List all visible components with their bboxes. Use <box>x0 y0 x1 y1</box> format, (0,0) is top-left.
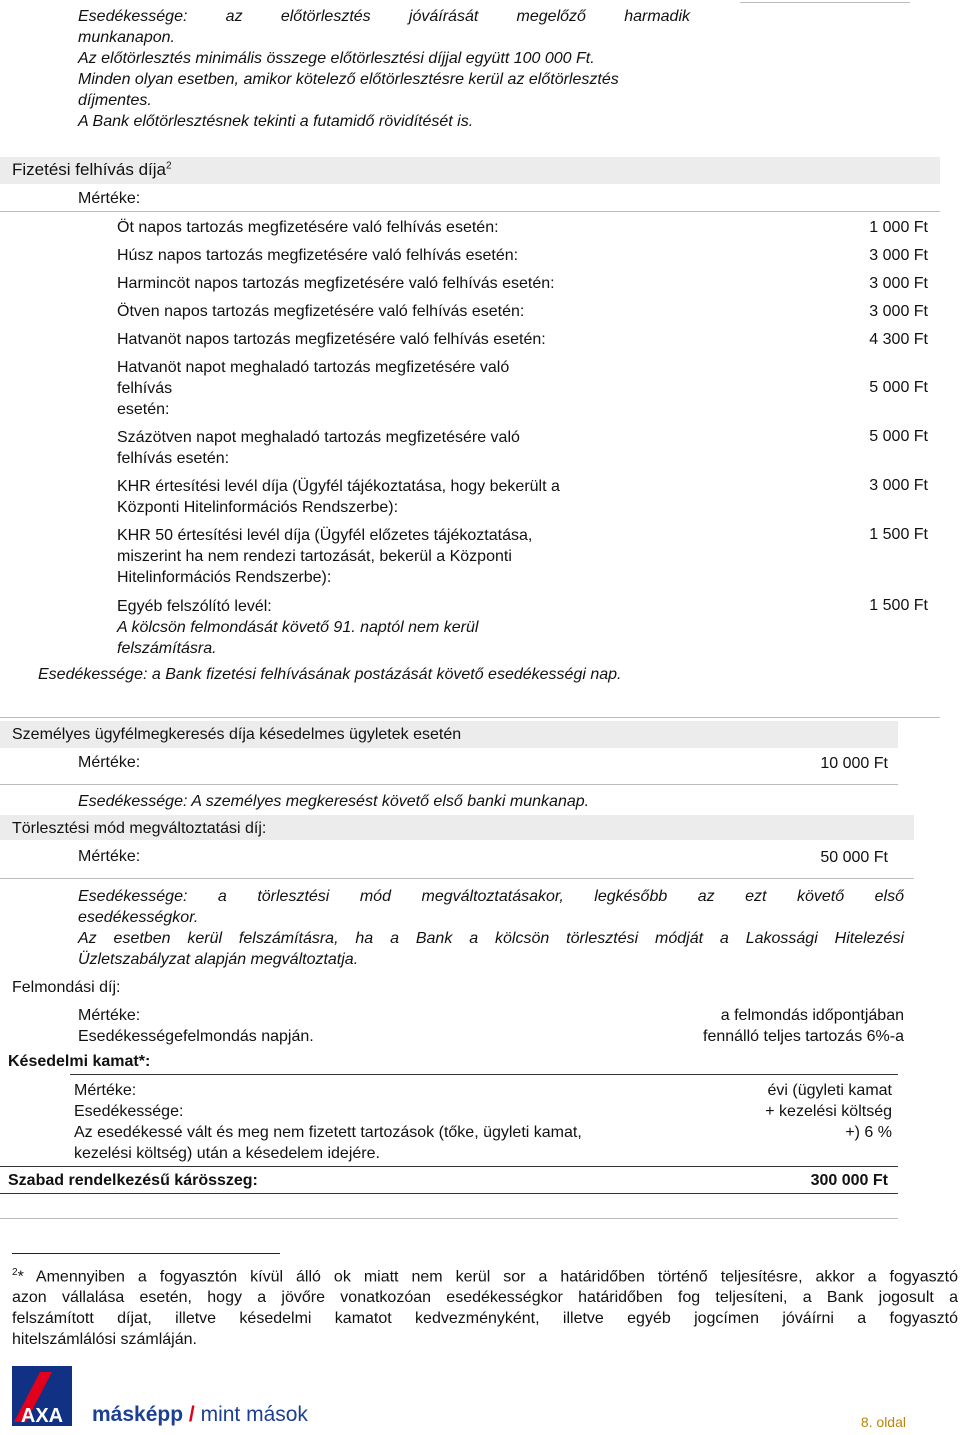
payment-notice-due: Esedékessége: a Bank fizetési felhívásának postázását követő esedékességi nap. <box>38 666 622 683</box>
axa-logo-text: AXA <box>20 1405 64 1426</box>
late-interest-amount <box>765 1080 892 1143</box>
termination-amount <box>703 1005 904 1047</box>
termination-merteke: Mértéke: <box>78 1007 141 1024</box>
free-damage-top-rule <box>0 1166 898 1167</box>
notice-row-8-label <box>117 476 560 518</box>
payment-notice-title-sup: 2 <box>166 160 172 172</box>
repayment-change-merteke: Mértéke: <box>78 848 141 865</box>
termination-due: Esedékességefelmondás napján. <box>78 1028 314 1045</box>
notice-row-1-amount: 1 000 Ft <box>869 219 928 236</box>
footnote-sup: 2 <box>12 1267 18 1278</box>
payment-notice-merteke: Mértéke: <box>78 190 141 207</box>
repayment-change-rule <box>0 878 914 879</box>
footnote <box>12 1262 958 1350</box>
repayment-change-note-line-1: Az esetben kerül felszámításra, ha a Bank a kölcsön törlesztési módját a Lakossági Hitelezési <box>78 930 904 947</box>
notice-row-1-label: Öt napos tartozás megfizetésére való felhívás esetén: <box>117 219 499 236</box>
payment-notice-rule <box>0 211 940 212</box>
termination-labels <box>78 1005 314 1047</box>
prepayment-due-part1: Esedékessége: az előtörlesztés jóváírását megelőző harmadik <box>78 8 690 25</box>
footnote-line-2: azon vállalása esetén, hogy a jövőre vonatkozóan esedékességkor határidőben fog teljesíteni, a Bank jogosult a <box>12 1289 958 1307</box>
late-interest-amount-line-1: évi (ügyleti kamat <box>767 1082 892 1099</box>
notice-row-5-label: Hatvanöt napos tartozás megfizetésére való felhívás esetén: <box>117 331 546 348</box>
late-interest-amount-line-3: +) 6 % <box>845 1124 892 1141</box>
prepayment-due-line <box>78 6 690 48</box>
notice-row-6-label <box>117 357 509 420</box>
notice-row-3-label: Harmincöt napos tartozás megfizetésére való felhívás esetén: <box>117 275 555 292</box>
footnote-line-1-text: Amennyiben a fogyasztón kívül álló ok miatt nem kerül sor a határidőben történő teljesítésre, akkor a fogyasztó <box>35 1268 959 1286</box>
notice-row-6-line-3: esetén: <box>117 401 170 418</box>
repayment-change-due <box>78 886 904 970</box>
top-rule <box>740 2 910 3</box>
termination-amount-line-2: fennálló teljes tartozás 6%-a <box>703 1028 904 1045</box>
notice-row-4-label: Ötven napos tartozás megfizetésére való felhívás esetén: <box>117 303 525 320</box>
prepayment-mandatory-free <box>78 69 638 111</box>
notice-row-10-line-1: Egyéb felszólító levél: <box>117 598 272 615</box>
footnote-separator <box>12 1253 280 1254</box>
notice-row-10-amount: 1 500 Ft <box>869 597 928 614</box>
payment-notice-title-text: Fizetési felhívás díja <box>12 160 167 179</box>
footnote-line-3: felszámított díjat, illetve késedelmi kamatot kedvezményként, illetve egyéb jogcímen jóváírni a fogyasztó <box>12 1310 958 1328</box>
notice-row-8-line-1: KHR értesítési levél díja (Ügyfél tájékoztatása, hogy bekerült a <box>117 478 560 495</box>
notice-row-9-line-1: KHR 50 értesítési levél díja (Ügyfél előzetes tájékoztatása, <box>117 527 533 544</box>
slogan-bold: másképp <box>92 1403 184 1426</box>
repayment-change-note-line-2: Üzletszabályzat alapján megváltoztatja. <box>78 951 359 968</box>
free-damage-rule <box>0 1193 898 1194</box>
personal-visit-amount: 10 000 Ft <box>820 755 888 772</box>
termination-title: Felmondási díj: <box>12 979 121 996</box>
prepayment-mandatory-free-text: Minden olyan esetben, amikor kötelező előtörlesztésre kerül az előtörlesztés díjmentes. <box>78 71 619 109</box>
notice-note-line-1: A kölcsön felmondását követő 91. naptól nem kerül <box>117 619 479 636</box>
notice-row-2-label: Húsz napos tartozás megfizetésére való felhívás esetén: <box>117 247 519 264</box>
notice-row-6-line-2: felhívás <box>117 380 173 397</box>
axa-logo-icon <box>12 1366 72 1426</box>
late-interest-text-line-2: kezelési költség) után a késedelem idejére. <box>74 1145 380 1162</box>
notice-row-5-amount: 4 300 Ft <box>869 331 928 348</box>
personal-visit-merteke: Mértéke: <box>78 754 141 771</box>
notice-row-8-line-2: Központi Hitelinformációs Rendszerbe): <box>117 499 399 516</box>
notice-row-7-line-2: felhívás esetén: <box>117 450 230 467</box>
notice-row-8-amount: 3 000 Ft <box>869 477 928 494</box>
page-number: 8. oldal <box>860 1414 906 1430</box>
notice-row-9-amount: 1 500 Ft <box>869 526 928 543</box>
personal-visit-top-rule <box>0 717 940 718</box>
notice-row-3-amount: 3 000 Ft <box>869 275 928 292</box>
footnote-star: * <box>17 1268 24 1286</box>
notice-row-7-label <box>117 427 520 469</box>
notice-row-10-label <box>117 596 478 659</box>
section-end-rule <box>0 1218 898 1219</box>
footnote-line-4: hitelszámlálósi számláján. <box>12 1331 197 1349</box>
late-interest-rule <box>70 1074 898 1075</box>
repayment-change-title: Törlesztési mód megváltoztatási díj: <box>12 820 267 837</box>
notice-row-4-amount: 3 000 Ft <box>869 303 928 320</box>
late-interest-labels <box>74 1080 582 1164</box>
notice-row-6-line-1: Hatvanöt napot meghaladó tartozás megfizetésére való <box>117 359 510 376</box>
slogan-slash: / <box>188 1403 195 1426</box>
payment-notice-title <box>12 160 172 180</box>
personal-visit-rule <box>0 784 898 785</box>
footnote-line-1 <box>12 1262 958 1287</box>
notice-row-7-amount: 5 000 Ft <box>869 428 928 445</box>
prepayment-shortening: A Bank előtörlesztésnek tekinti a futamidő rövidítését is. <box>78 113 474 130</box>
prepayment-due-part2: munkanapon. <box>78 29 175 46</box>
repayment-change-due-line-1: Esedékessége: a törlesztési mód megváltoztatásakor, legkésőbb az ezt követő első <box>78 888 904 905</box>
repayment-change-due-line-2: esedékességkor. <box>78 909 199 926</box>
notice-row-9-label <box>117 525 532 588</box>
slogan-rest: mint mások <box>200 1403 308 1426</box>
personal-visit-due: Esedékessége: A személyes megkeresést követő első banki munkanap. <box>78 793 590 810</box>
notice-row-9-line-3: Hitelinformációs Rendszerbe): <box>117 569 332 586</box>
late-interest-text-line-1: Az esedékessé vált és meg nem fizetett tartozások (tőke, ügyleti kamat, <box>74 1124 582 1141</box>
free-damage-title: Szabad rendelkezésű kárösszeg: <box>8 1172 258 1189</box>
free-damage-amount: 300 000 Ft <box>810 1172 888 1189</box>
late-interest-merteke: Mértéke: <box>74 1082 137 1099</box>
notice-row-7-line-1: Százötven napot meghaladó tartozás megfizetésére való <box>117 429 520 446</box>
late-interest-amount-line-2: + kezelési költség <box>765 1103 892 1120</box>
personal-visit-title: Személyes ügyfélmegkeresés díja késedelmes ügyletek esetén <box>12 726 462 743</box>
slogan <box>92 1403 308 1427</box>
late-interest-due: Esedékessége: <box>74 1103 184 1120</box>
notice-row-9-line-2: miszerint ha nem rendezi tartozását, bekerül a Központi <box>117 548 512 565</box>
repayment-change-amount: 50 000 Ft <box>820 849 888 866</box>
notice-row-2-amount: 3 000 Ft <box>869 247 928 264</box>
late-interest-title: Késedelmi kamat*: <box>8 1053 151 1070</box>
termination-amount-line-1: a felmondás időpontjában <box>720 1007 904 1024</box>
axa-logo <box>12 1366 72 1426</box>
notice-note-line-2: felszámításra. <box>117 640 217 657</box>
prepayment-min-amount: Az előtörlesztés minimális összege előtörlesztési díjjal együtt 100 000 Ft. <box>78 50 595 67</box>
notice-row-6-amount: 5 000 Ft <box>869 379 928 396</box>
